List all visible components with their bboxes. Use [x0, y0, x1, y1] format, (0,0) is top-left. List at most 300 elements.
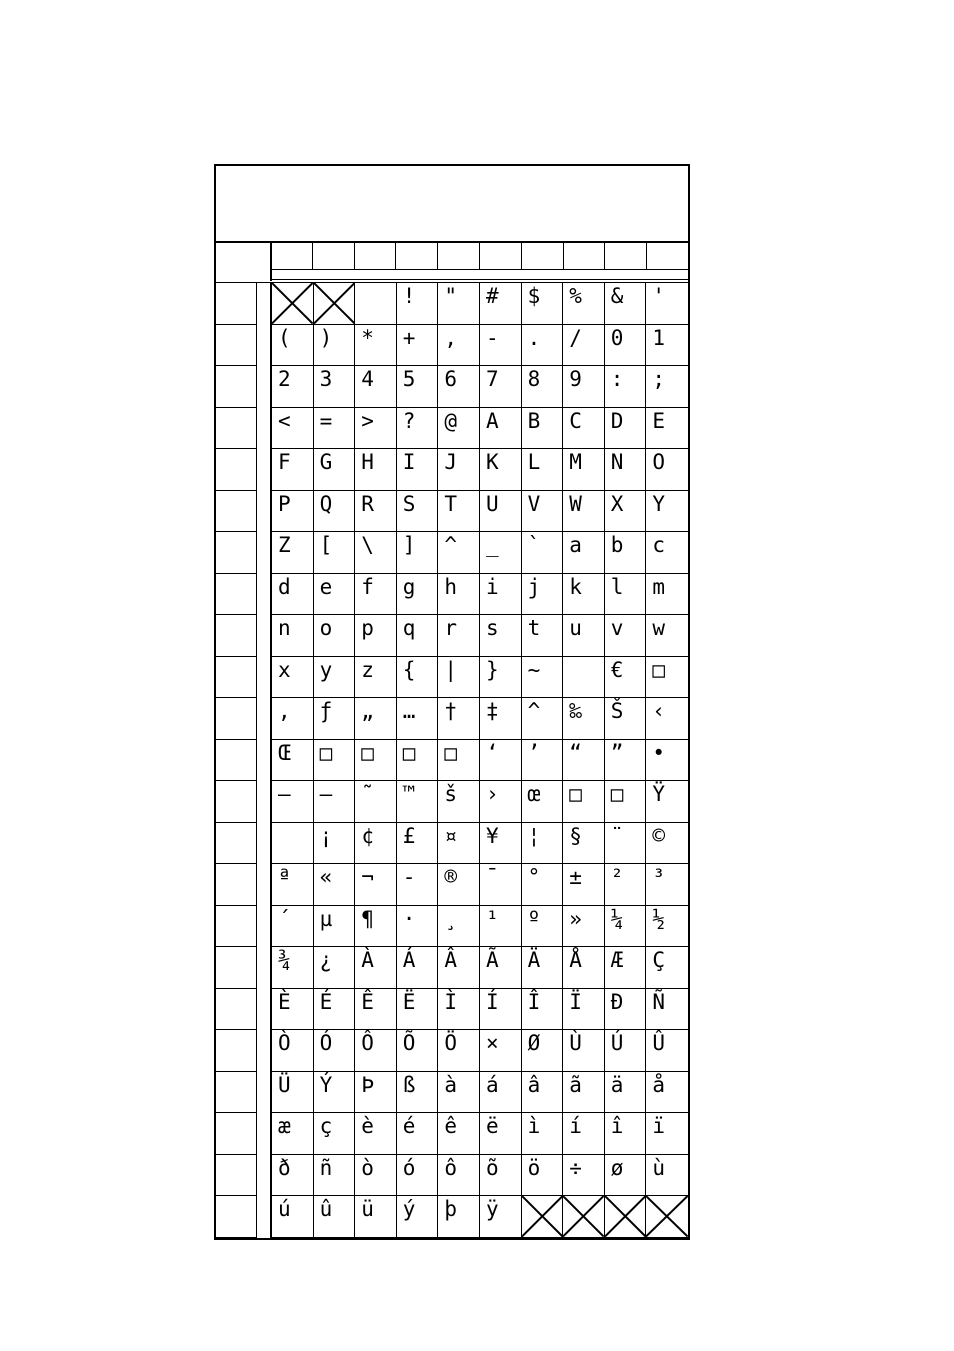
glyph-cell	[563, 408, 605, 450]
glyph: Ó	[319, 1031, 333, 1056]
glyph-cell	[522, 947, 564, 989]
glyph-cell	[438, 906, 480, 948]
glyph: f	[361, 574, 374, 599]
glyph-cell	[397, 1030, 439, 1072]
cross-mark-icon	[272, 283, 313, 324]
glyph-cell	[438, 408, 480, 450]
glyph-cell	[605, 698, 647, 740]
glyph-cell	[563, 491, 605, 533]
glyph-cell	[355, 657, 397, 699]
header-divider	[270, 279, 688, 280]
glyph: e	[319, 574, 333, 599]
glyph: —	[319, 782, 333, 807]
glyph: à	[444, 1072, 458, 1097]
glyph: M	[569, 450, 582, 475]
glyph: Ï	[569, 989, 582, 1014]
glyph: È	[278, 989, 291, 1014]
glyph-cell	[314, 698, 356, 740]
glyph: ]	[402, 533, 416, 558]
glyph-cell	[355, 532, 397, 574]
glyph-cell	[646, 366, 688, 408]
glyph-cell	[355, 989, 397, 1031]
glyph-cell	[397, 657, 439, 699]
glyph: ì	[527, 1114, 541, 1139]
glyph: º	[527, 906, 541, 931]
glyph-cell	[397, 574, 439, 616]
glyph-cell	[438, 491, 480, 533]
glyph: •	[652, 740, 666, 765]
glyph-cell	[480, 906, 522, 948]
glyph-cell	[522, 781, 564, 823]
glyph-cell	[646, 532, 688, 574]
glyph: w	[652, 616, 666, 641]
glyph-cell	[397, 906, 439, 948]
glyph-cell	[397, 408, 439, 450]
glyph: ¼	[610, 906, 624, 931]
glyph: Ý	[319, 1072, 333, 1097]
glyph: =	[319, 408, 333, 433]
glyph-cell	[397, 491, 439, 533]
glyph: Ô	[361, 1031, 374, 1056]
row-label-cell	[216, 906, 256, 948]
row-label-cell	[216, 947, 256, 989]
glyph-cell	[355, 1113, 397, 1155]
glyph: †	[444, 699, 458, 724]
glyph: â	[527, 1072, 541, 1097]
glyph-cell	[522, 823, 564, 865]
glyph-cell	[563, 657, 605, 699]
glyph-cell	[314, 408, 356, 450]
glyph: ô	[444, 1155, 458, 1180]
unused-cell	[605, 1196, 647, 1238]
glyph: ‡	[485, 699, 499, 724]
glyph-cell	[272, 906, 314, 948]
glyph-cell	[355, 366, 397, 408]
glyph-cell	[314, 823, 356, 865]
glyph: é	[402, 1114, 416, 1139]
glyph-cell	[397, 532, 439, 574]
glyph-cell	[438, 532, 480, 574]
glyph: .	[527, 325, 541, 350]
glyph-cell	[480, 947, 522, 989]
unused-cell	[314, 283, 356, 325]
glyph-cell	[314, 449, 356, 491]
glyph: '	[652, 284, 666, 308]
glyph: P	[278, 491, 291, 516]
glyph-cell	[397, 864, 439, 906]
glyph-cell	[438, 574, 480, 616]
glyph: 4	[361, 367, 374, 392]
glyph: ^	[527, 699, 541, 724]
glyph-cell	[314, 740, 356, 782]
glyph: Š	[610, 699, 624, 724]
row-label-cell	[216, 1113, 256, 1155]
glyph: Æ	[610, 948, 624, 973]
glyph: □	[402, 740, 416, 765]
glyph-cell	[355, 1196, 397, 1238]
column-header-cell	[604, 243, 646, 270]
glyph-cell	[646, 1155, 688, 1197]
glyph: »	[569, 906, 582, 931]
glyph-cell	[522, 906, 564, 948]
glyph-cell	[522, 989, 564, 1031]
glyph-cell	[605, 823, 647, 865]
glyph: %	[569, 284, 582, 308]
glyph-cell	[563, 989, 605, 1031]
glyph-cell	[314, 491, 356, 533]
glyph: Y	[652, 491, 666, 516]
glyph: µ	[319, 906, 333, 931]
glyph: |	[444, 657, 458, 682]
unused-cell	[646, 1196, 688, 1238]
glyph-cell	[522, 1072, 564, 1114]
glyph: ?	[402, 408, 416, 433]
glyph: G	[319, 450, 333, 475]
glyph: q	[402, 616, 416, 641]
glyph-cell	[522, 740, 564, 782]
row-label-cell	[216, 823, 256, 865]
glyph: Ã	[485, 948, 499, 973]
glyph: k	[569, 574, 582, 599]
glyph: 1	[652, 325, 666, 350]
glyph-cell	[314, 532, 356, 574]
row-label-cell	[216, 864, 256, 906]
glyph-cell	[438, 366, 480, 408]
glyph: Ø	[527, 1031, 541, 1056]
glyph: {	[402, 657, 416, 682]
glyph-cell	[397, 1072, 439, 1114]
glyph-cell	[314, 1030, 356, 1072]
glyph: õ	[485, 1155, 499, 1180]
glyph-cell	[563, 449, 605, 491]
glyph: F	[278, 450, 291, 475]
glyph-cell	[272, 823, 314, 865]
glyph-cell	[438, 1072, 480, 1114]
character-chart-sheet	[214, 164, 690, 1240]
glyph-cell	[480, 1196, 522, 1238]
glyph: ;	[652, 367, 666, 392]
glyph: □	[652, 657, 666, 682]
glyph-cell	[480, 1030, 522, 1072]
glyph-cell	[605, 449, 647, 491]
glyph-cell	[397, 325, 439, 367]
glyph: Ü	[278, 1072, 291, 1097]
row-label-cell	[216, 1072, 256, 1114]
glyph-cell	[272, 366, 314, 408]
glyph: Õ	[402, 1031, 416, 1056]
glyph: d	[278, 574, 291, 599]
glyph: b	[610, 533, 624, 558]
glyph: z	[361, 657, 374, 682]
glyph-cell	[563, 740, 605, 782]
glyph: D	[610, 408, 624, 433]
glyph: “	[569, 740, 582, 765]
glyph: ×	[485, 1031, 499, 1056]
header-divider	[270, 243, 272, 281]
glyph-cell	[272, 1155, 314, 1197]
glyph-cell	[522, 408, 564, 450]
glyph: «	[319, 865, 333, 890]
glyph-cell	[563, 1113, 605, 1155]
column-header-cell	[563, 243, 605, 270]
glyph-cell	[563, 1155, 605, 1197]
glyph: $	[527, 284, 541, 308]
glyph-cell	[563, 781, 605, 823]
glyph: -	[402, 865, 416, 890]
glyph: ¸	[444, 906, 458, 931]
glyph: □	[610, 782, 624, 807]
glyph-cell	[355, 823, 397, 865]
glyph-cell	[397, 947, 439, 989]
glyph-cell	[646, 1030, 688, 1072]
glyph: ï	[652, 1114, 666, 1139]
unused-cell	[272, 283, 314, 325]
column-header-cell	[395, 243, 437, 270]
glyph-cell	[438, 740, 480, 782]
glyph-cell	[563, 1030, 605, 1072]
glyph: ß	[402, 1072, 416, 1097]
glyph: H	[361, 450, 374, 475]
glyph: ¬	[361, 865, 374, 890]
glyph: ú	[278, 1197, 291, 1222]
glyph-cell	[355, 1155, 397, 1197]
glyph: ˜	[361, 782, 374, 807]
glyph-cell	[480, 532, 522, 574]
glyph: í	[569, 1114, 582, 1139]
glyph: g	[402, 574, 416, 599]
glyph-cell	[438, 283, 480, 325]
glyph-cell	[272, 781, 314, 823]
glyph: ë	[485, 1114, 499, 1139]
glyph: ´	[278, 906, 291, 931]
glyph: Q	[319, 491, 333, 516]
glyph-cell	[646, 781, 688, 823]
glyph: ä	[610, 1072, 624, 1097]
row-label-cell	[216, 449, 256, 491]
glyph-cell	[314, 781, 356, 823]
glyph: □	[319, 740, 333, 765]
glyph-cell	[355, 1030, 397, 1072]
row-label-cell	[216, 989, 256, 1031]
glyph-cell	[522, 1113, 564, 1155]
header-divider	[270, 269, 688, 270]
glyph: u	[569, 616, 582, 641]
glyph-cell	[272, 1072, 314, 1114]
glyph: ”	[610, 740, 624, 765]
glyph-cell	[314, 989, 356, 1031]
glyph: ö	[527, 1155, 541, 1180]
glyph-cell	[646, 1072, 688, 1114]
glyph-cell	[314, 574, 356, 616]
glyph-cell	[272, 657, 314, 699]
glyph-cell	[397, 698, 439, 740]
glyph: ç	[319, 1114, 333, 1139]
glyph-cell	[272, 989, 314, 1031]
glyph-cell	[522, 325, 564, 367]
glyph: <	[278, 408, 291, 433]
glyph-cell	[272, 615, 314, 657]
row-label-column	[216, 283, 256, 1238]
glyph: >	[361, 408, 374, 433]
glyph-cell	[438, 864, 480, 906]
glyph-cell	[272, 491, 314, 533]
glyph-cell	[314, 906, 356, 948]
glyph-cell	[480, 781, 522, 823]
glyph: j	[527, 574, 541, 599]
glyph: ð	[278, 1155, 291, 1180]
row-label-cell	[216, 740, 256, 782]
glyph-cell	[480, 1113, 522, 1155]
glyph: C	[569, 408, 582, 433]
glyph-cell	[355, 740, 397, 782]
glyph-cell	[646, 491, 688, 533]
glyph-cell	[605, 989, 647, 1031]
glyph: 5	[402, 367, 416, 392]
glyph-cell	[314, 1113, 356, 1155]
character-grid	[270, 283, 688, 1238]
glyph: Ñ	[652, 989, 666, 1014]
glyph-cell	[355, 1072, 397, 1114]
glyph-cell	[522, 283, 564, 325]
glyph-cell	[480, 740, 522, 782]
glyph: 9	[569, 367, 582, 392]
glyph: )	[319, 325, 333, 350]
glyph-cell	[563, 532, 605, 574]
glyph-cell	[605, 1113, 647, 1155]
glyph-cell	[314, 1155, 356, 1197]
glyph-cell	[522, 532, 564, 574]
glyph: J	[444, 450, 458, 475]
glyph: É	[319, 989, 333, 1014]
glyph: ^	[444, 533, 458, 558]
glyph: 7	[485, 367, 499, 392]
glyph: ™	[402, 782, 416, 807]
glyph-cell	[480, 823, 522, 865]
glyph-cell	[480, 408, 522, 450]
row-label-cell	[216, 1155, 256, 1197]
cross-mark-icon	[563, 1196, 604, 1237]
glyph-cell	[314, 947, 356, 989]
glyph-cell	[522, 491, 564, 533]
glyph-cell	[355, 864, 397, 906]
glyph: á	[485, 1072, 499, 1097]
glyph: □	[361, 740, 374, 765]
row-label-cell	[216, 615, 256, 657]
glyph: ©	[652, 823, 666, 848]
glyph-cell	[522, 1030, 564, 1072]
glyph: Ú	[610, 1031, 624, 1056]
glyph: c	[652, 533, 666, 558]
glyph: §	[569, 823, 582, 848]
glyph-cell	[605, 408, 647, 450]
glyph: ø	[610, 1155, 624, 1180]
glyph-cell	[563, 615, 605, 657]
glyph-cell	[522, 449, 564, 491]
glyph-cell	[563, 698, 605, 740]
glyph-cell	[314, 325, 356, 367]
glyph: Ö	[444, 1031, 458, 1056]
glyph-cell	[272, 1113, 314, 1155]
glyph-cell	[397, 366, 439, 408]
glyph: û	[319, 1197, 333, 1222]
glyph: ·	[402, 906, 416, 931]
glyph: ƒ	[319, 699, 333, 724]
column-header-row	[270, 243, 688, 270]
glyph: ¹	[485, 906, 499, 931]
glyph-cell	[480, 1072, 522, 1114]
glyph: \	[361, 533, 374, 558]
glyph: ¾	[278, 948, 291, 973]
glyph: €	[610, 657, 624, 682]
glyph-cell	[522, 864, 564, 906]
glyph-cell	[480, 283, 522, 325]
glyph: ¿	[319, 948, 333, 973]
glyph: Ç	[652, 948, 666, 973]
glyph-cell	[272, 947, 314, 989]
glyph: ü	[361, 1197, 374, 1222]
glyph-cell	[646, 1113, 688, 1155]
glyph-cell	[438, 657, 480, 699]
glyph: ñ	[319, 1155, 333, 1180]
glyph-cell	[646, 823, 688, 865]
glyph-cell	[438, 947, 480, 989]
glyph: °	[527, 865, 541, 890]
row-label-cell	[216, 283, 256, 325]
glyph-cell	[397, 781, 439, 823]
glyph: Ä	[527, 948, 541, 973]
glyph: Û	[652, 1031, 666, 1056]
glyph-cell	[605, 325, 647, 367]
glyph: y	[319, 657, 333, 682]
glyph-cell	[480, 491, 522, 533]
glyph: ‰	[569, 699, 582, 724]
glyph: r	[444, 616, 458, 641]
glyph-cell	[397, 1196, 439, 1238]
glyph: B	[527, 408, 541, 433]
glyph-cell	[605, 283, 647, 325]
glyph: î	[610, 1114, 624, 1139]
glyph: ó	[402, 1155, 416, 1180]
row-label-cell	[216, 1196, 256, 1238]
glyph: &	[610, 284, 624, 308]
glyph: ,	[444, 325, 458, 350]
glyph: n	[278, 616, 291, 641]
glyph: Ÿ	[652, 782, 666, 807]
glyph-cell	[355, 325, 397, 367]
glyph-cell	[563, 325, 605, 367]
glyph-cell	[314, 366, 356, 408]
glyph: ¡	[319, 823, 333, 848]
title-box	[216, 166, 688, 243]
glyph: +	[402, 325, 416, 350]
glyph-cell	[605, 906, 647, 948]
glyph-cell	[480, 615, 522, 657]
glyph-cell	[272, 408, 314, 450]
glyph-cell	[438, 823, 480, 865]
glyph-cell	[480, 574, 522, 616]
glyph-cell	[438, 781, 480, 823]
cross-mark-icon	[605, 1196, 646, 1237]
glyph: ½	[652, 906, 666, 931]
glyph: œ	[527, 782, 541, 807]
glyph-cell	[314, 864, 356, 906]
glyph: ~	[527, 657, 541, 682]
glyph: „	[361, 699, 374, 724]
glyph-cell	[314, 1196, 356, 1238]
glyph: h	[444, 574, 458, 599]
glyph: ¯	[485, 865, 499, 890]
glyph: 6	[444, 367, 458, 392]
